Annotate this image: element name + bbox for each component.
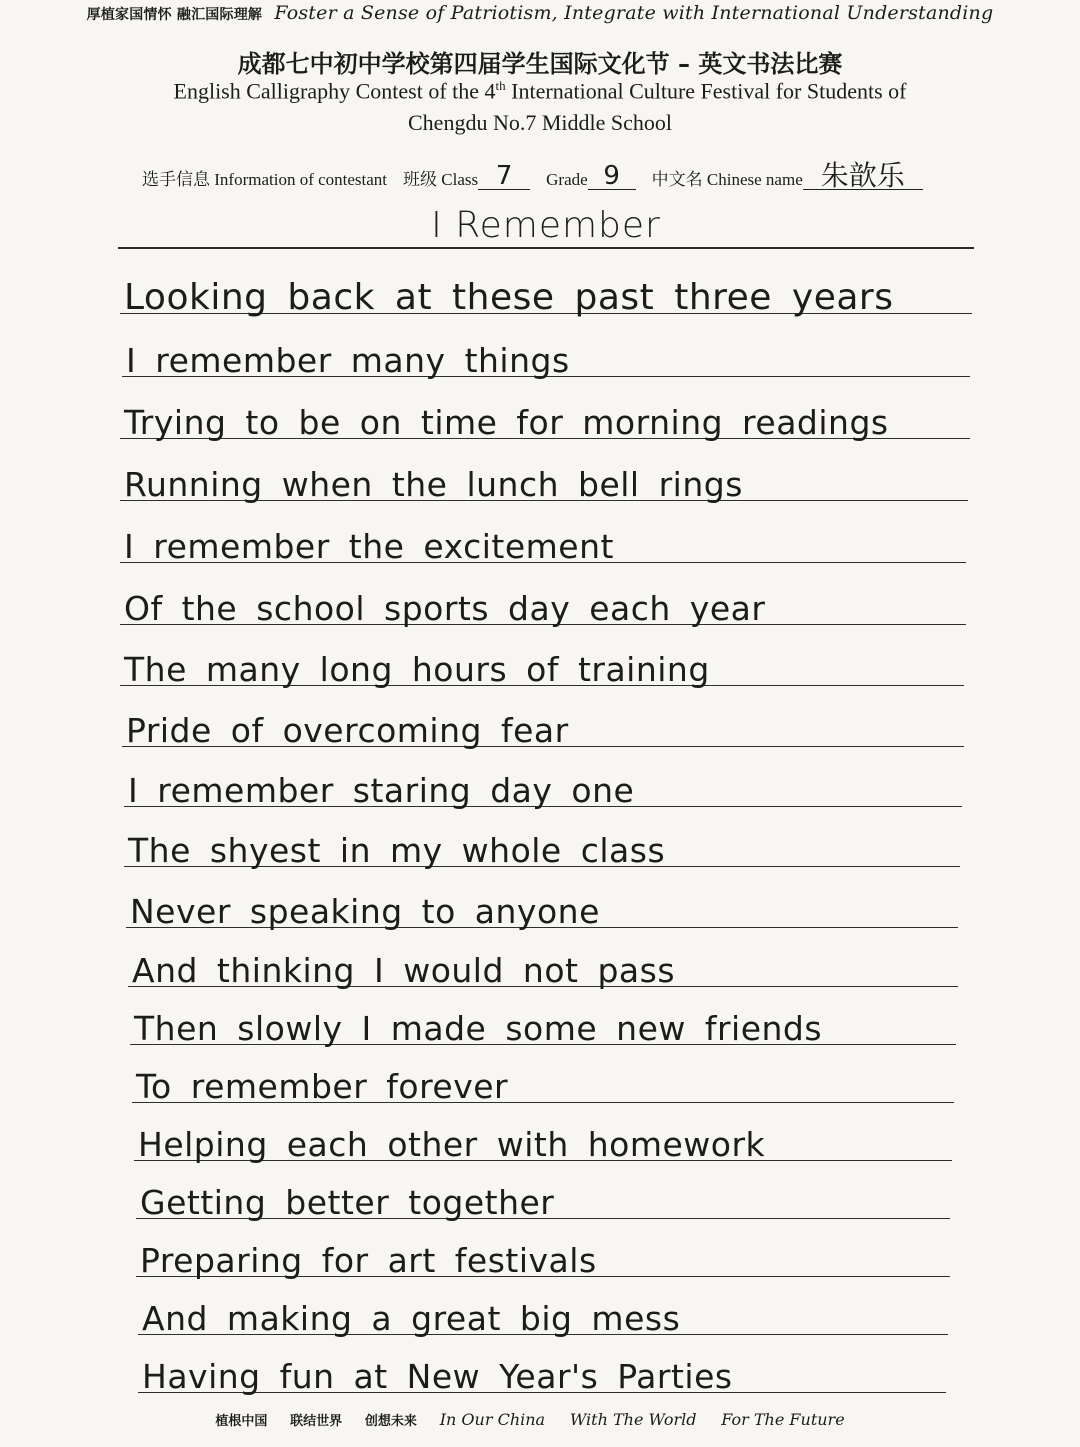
poem-line-10: The shyest in my whole class bbox=[124, 816, 960, 867]
class-value: 7 bbox=[478, 163, 530, 190]
poem-line-16: Getting better together bbox=[136, 1168, 950, 1219]
poem-title: I Remember bbox=[431, 205, 661, 246]
poem-line-17: Preparing for art festivals bbox=[136, 1226, 950, 1277]
bottom-motto-en-1: In Our China bbox=[439, 1410, 546, 1429]
bottom-motto-cn-3: 创想未来 bbox=[364, 1414, 417, 1429]
chinese-name-label: 中文名 Chinese name bbox=[651, 170, 803, 189]
contest-title-en-post: International Culture Festival for Students of bbox=[505, 78, 907, 104]
contest-title-en-pre: English Calligraphy Contest of the 4 bbox=[173, 78, 496, 104]
poem-line-4: Running when the lunch bell rings bbox=[120, 450, 968, 501]
bottom-motto bbox=[0, 1410, 1080, 1429]
poem-line-12: And thinking I would not pass bbox=[128, 936, 958, 987]
poem-line-11: Never speaking to anyone bbox=[126, 877, 958, 928]
poem-line-14: To remember forever bbox=[132, 1052, 954, 1103]
chinese-name-value: 朱歆乐 bbox=[803, 163, 923, 190]
poem-line-2: I remember many things bbox=[122, 326, 970, 377]
poem-line-9: I remember staring day one bbox=[124, 756, 962, 807]
top-motto-cn: 厚植家国情怀 融汇国际理解 bbox=[86, 7, 263, 23]
poem-line-7: The many long hours of training bbox=[120, 635, 964, 686]
poem-line-8: Pride of overcoming fear bbox=[122, 696, 964, 747]
bottom-motto-en-2: With The World bbox=[569, 1410, 697, 1429]
bottom-motto-cn-2: 联结世界 bbox=[290, 1414, 343, 1429]
contest-title-en-line2: Chengdu No.7 Middle School bbox=[408, 110, 672, 135]
poem-line-13: Then slowly I made some new friends bbox=[130, 994, 956, 1045]
poem-line-3: Trying to be on time for morning readings bbox=[120, 388, 970, 439]
poem-line-18: And making a great big mess bbox=[138, 1284, 948, 1335]
poem-line-5: I remember the excitement bbox=[120, 512, 966, 563]
class-label: 班级 Class bbox=[403, 170, 479, 189]
poem-line-6: Of the school sports day each year bbox=[120, 574, 966, 625]
grade-label: Grade bbox=[546, 170, 588, 189]
bottom-motto-en-3: For The Future bbox=[721, 1410, 845, 1429]
bottom-motto-cn-1: 植根中国 bbox=[215, 1414, 268, 1429]
poem-line-19: Having fun at New Year's Parties bbox=[138, 1342, 946, 1393]
poem-line-1: Looking back at these past three years bbox=[120, 263, 972, 314]
contest-title-en-sup: th bbox=[495, 78, 506, 93]
poem-line-15: Helping each other with homework bbox=[134, 1110, 952, 1161]
contestant-info-label: 选手信息 Information of contestant bbox=[142, 170, 388, 189]
contest-title-cn: 成都七中初中学校第四届学生国际文化节 – 英文书法比赛 bbox=[237, 50, 843, 78]
grade-value: 9 bbox=[588, 163, 636, 190]
top-motto-en: Foster a Sense of Patriotism, Integrate with International Understanding bbox=[274, 2, 994, 24]
